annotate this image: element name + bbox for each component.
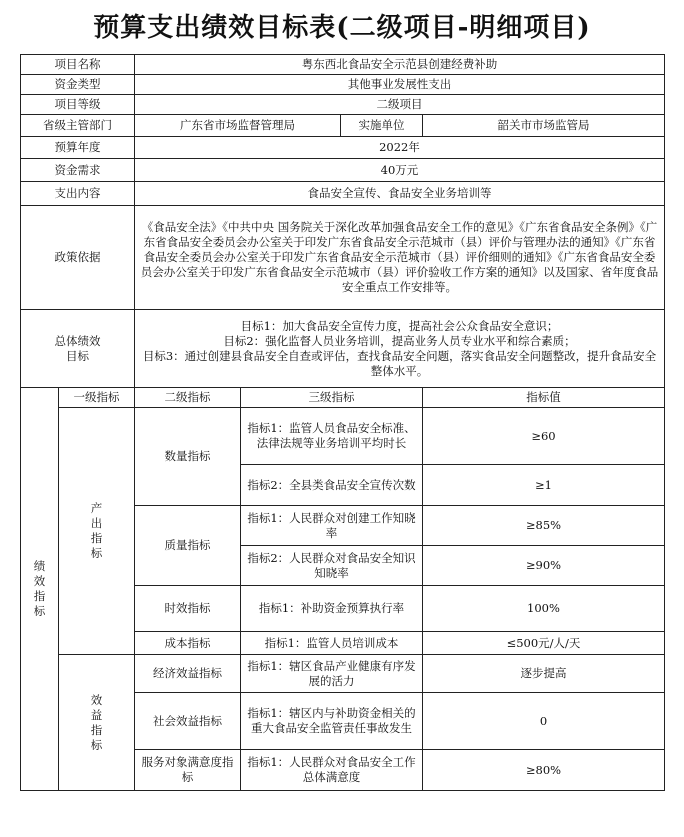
provincial-dept-label: 省级主管部门: [21, 115, 135, 137]
vertical-char: 指: [90, 722, 103, 737]
level3-indicator: 指标1：人民群众对创建工作知晓率: [241, 506, 423, 546]
cost-indicator: 成本指标: [135, 632, 241, 655]
satisfaction-indicator: 服务对象满意度指标: [135, 750, 241, 791]
vertical-char: 产: [90, 501, 103, 515]
level3-indicator: 指标2：全县类食品安全宣传次数: [241, 465, 423, 506]
vertical-char: 指: [90, 531, 103, 545]
indicator-value: ≥60: [423, 408, 665, 465]
fund-type-value: 其他事业发展性支出: [135, 75, 665, 95]
quantity-indicator: 数量指标: [135, 408, 241, 506]
level2-header: 二级指标: [135, 388, 241, 408]
project-name-label: 项目名称: [21, 55, 135, 75]
project-name-value: 粤东西北食品安全示范县创建经费补助: [135, 55, 665, 75]
indicator-value: 0: [423, 693, 665, 750]
level3-header: 三级指标: [241, 388, 423, 408]
indicator-value: ≥1: [423, 465, 665, 506]
level3-indicator: 指标1：监管人员培训成本: [241, 632, 423, 655]
vertical-char: 绩: [33, 559, 46, 573]
indicator-value: ≥85%: [423, 506, 665, 546]
overall-goal-label: 总体绩效 目标: [21, 310, 135, 388]
budget-year-label: 预算年度: [21, 137, 135, 159]
perf-indicator-label: [21, 388, 59, 791]
timeliness-indicator: 时效指标: [135, 586, 241, 632]
value-header: 指标值: [423, 388, 665, 408]
performance-table: [20, 54, 665, 791]
goal-item: 目标3：通过创建县食品安全自查或评估，查找食品安全问题，落实食品安全问题整改，提升食品安全整体水平。: [142, 348, 657, 378]
policy-basis-label: 政策依据: [21, 206, 135, 310]
overall-goal-value: [135, 310, 665, 388]
expense-content-label: 支出内容: [21, 182, 135, 206]
level3-indicator: 指标1：辖区内与补助资金相关的重大食品安全监管责任事故发生: [241, 693, 423, 750]
fund-demand-value: 40万元: [135, 159, 665, 182]
level3-indicator: 指标1：补助资金预算执行率: [241, 586, 423, 632]
project-level-label: 项目等级: [21, 95, 135, 115]
implementing-unit-label: 实施单位: [341, 115, 423, 137]
indicator-value: ≥80%: [423, 750, 665, 791]
indicator-value: ≥90%: [423, 546, 665, 586]
social-indicator: 社会效益指标: [135, 693, 241, 750]
benefit-indicator-label: [59, 655, 135, 791]
indicator-value: 逐步提高: [423, 655, 665, 693]
indicator-value: ≤500元/人/天: [423, 632, 665, 655]
vertical-char: 标: [90, 737, 103, 752]
expense-content-value: 食品安全宣传、食品安全业务培训等: [135, 182, 665, 206]
page-title: 预算支出绩效目标表(二级项目-明细项目): [93, 13, 591, 43]
vertical-char: 出: [90, 516, 103, 530]
level3-indicator: 指标1：人民群众对食品安全工作总体满意度: [241, 750, 423, 791]
budget-year-value: 2022年: [135, 137, 665, 159]
output-indicator-label: [59, 408, 135, 655]
vertical-char: 标: [33, 604, 46, 618]
economic-indicator: 经济效益指标: [135, 655, 241, 693]
level1-header: 一级指标: [59, 388, 135, 408]
level3-indicator: 指标1：辖区食品产业健康有序发展的活力: [241, 655, 423, 693]
level3-indicator: 指标1：监管人员食品安全标准、法律法规等业务培训平均时长: [241, 408, 423, 465]
vertical-char: 指: [33, 589, 46, 603]
project-level-value: 二级项目: [135, 95, 665, 115]
fund-type-label: 资金类型: [21, 75, 135, 95]
indicator-value: 100%: [423, 586, 665, 632]
fund-demand-label: 资金需求: [21, 159, 135, 182]
goal-item: 目标2：强化监督人员业务培训，提高业务人员专业水平和综合素质；: [223, 333, 576, 348]
vertical-char: 标: [90, 546, 103, 560]
implementing-unit-value: 韶关市市场监管局: [423, 115, 665, 137]
level3-indicator: 指标2：人民群众对食品安全知识知晓率: [241, 546, 423, 586]
vertical-char: 效: [33, 574, 46, 588]
vertical-char: 效: [90, 692, 103, 707]
quality-indicator: 质量指标: [135, 506, 241, 586]
provincial-dept-value: 广东省市场监督管理局: [135, 115, 341, 137]
vertical-char: 益: [90, 707, 103, 722]
policy-basis-value: 《食品安全法》《中共中央 国务院关于深化改革加强食品安全工作的意见》《广东省食品安全条例》《广东省食品安全委员会办公室关于印发广东省食品安全示范城市（县）评价与管理办法的通知》《广东省食品安全委员会办公室关于印发广东省食品安全示范城市（县）评价细则的通知》《广东省食品安全委员会办公室关于印发广东省食品安全示范城市（县）评价验收工作方案的通知》以及国家、省年度食品安全重点工作安排等。: [135, 206, 665, 310]
goal-item: 目标1：加大食品安全宣传力度，提高社会公众食品安全意识；: [240, 318, 559, 333]
